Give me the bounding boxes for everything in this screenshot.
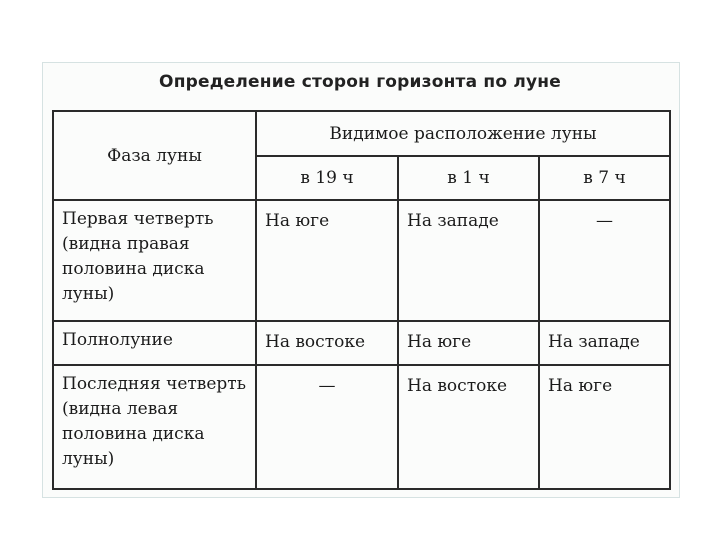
visible-position-header: Видимое расположение луны <box>256 111 670 156</box>
table-cell: На западе <box>539 321 670 365</box>
time-header-19: в 19 ч <box>256 156 398 200</box>
phase-cell: Последняя четверть (видна левая половина диска луны) <box>53 365 256 489</box>
table-cell: На юге <box>539 365 670 489</box>
table-row-last-quarter <box>53 365 670 489</box>
phase-cell: Полнолуние <box>53 321 256 365</box>
table-cell: На востоке <box>398 365 539 489</box>
moon-direction-table <box>52 110 671 490</box>
time-header-1: в 1 ч <box>398 156 539 200</box>
page-title: Определение сторон горизонта по луне <box>159 72 561 92</box>
table-cell: — <box>256 365 398 489</box>
table-cell: — <box>539 200 670 321</box>
table-row-full-moon <box>53 321 670 365</box>
table-cell: На западе <box>398 200 539 321</box>
table-row-first-quarter <box>53 200 670 321</box>
phase-column-header: Фаза луны <box>53 111 256 200</box>
table-cell: На востоке <box>256 321 398 365</box>
time-header-7: в 7 ч <box>539 156 670 200</box>
table-cell: На юге <box>256 200 398 321</box>
phase-cell: Первая четверть (видна правая половина диска луны) <box>53 200 256 321</box>
table-cell: На юге <box>398 321 539 365</box>
